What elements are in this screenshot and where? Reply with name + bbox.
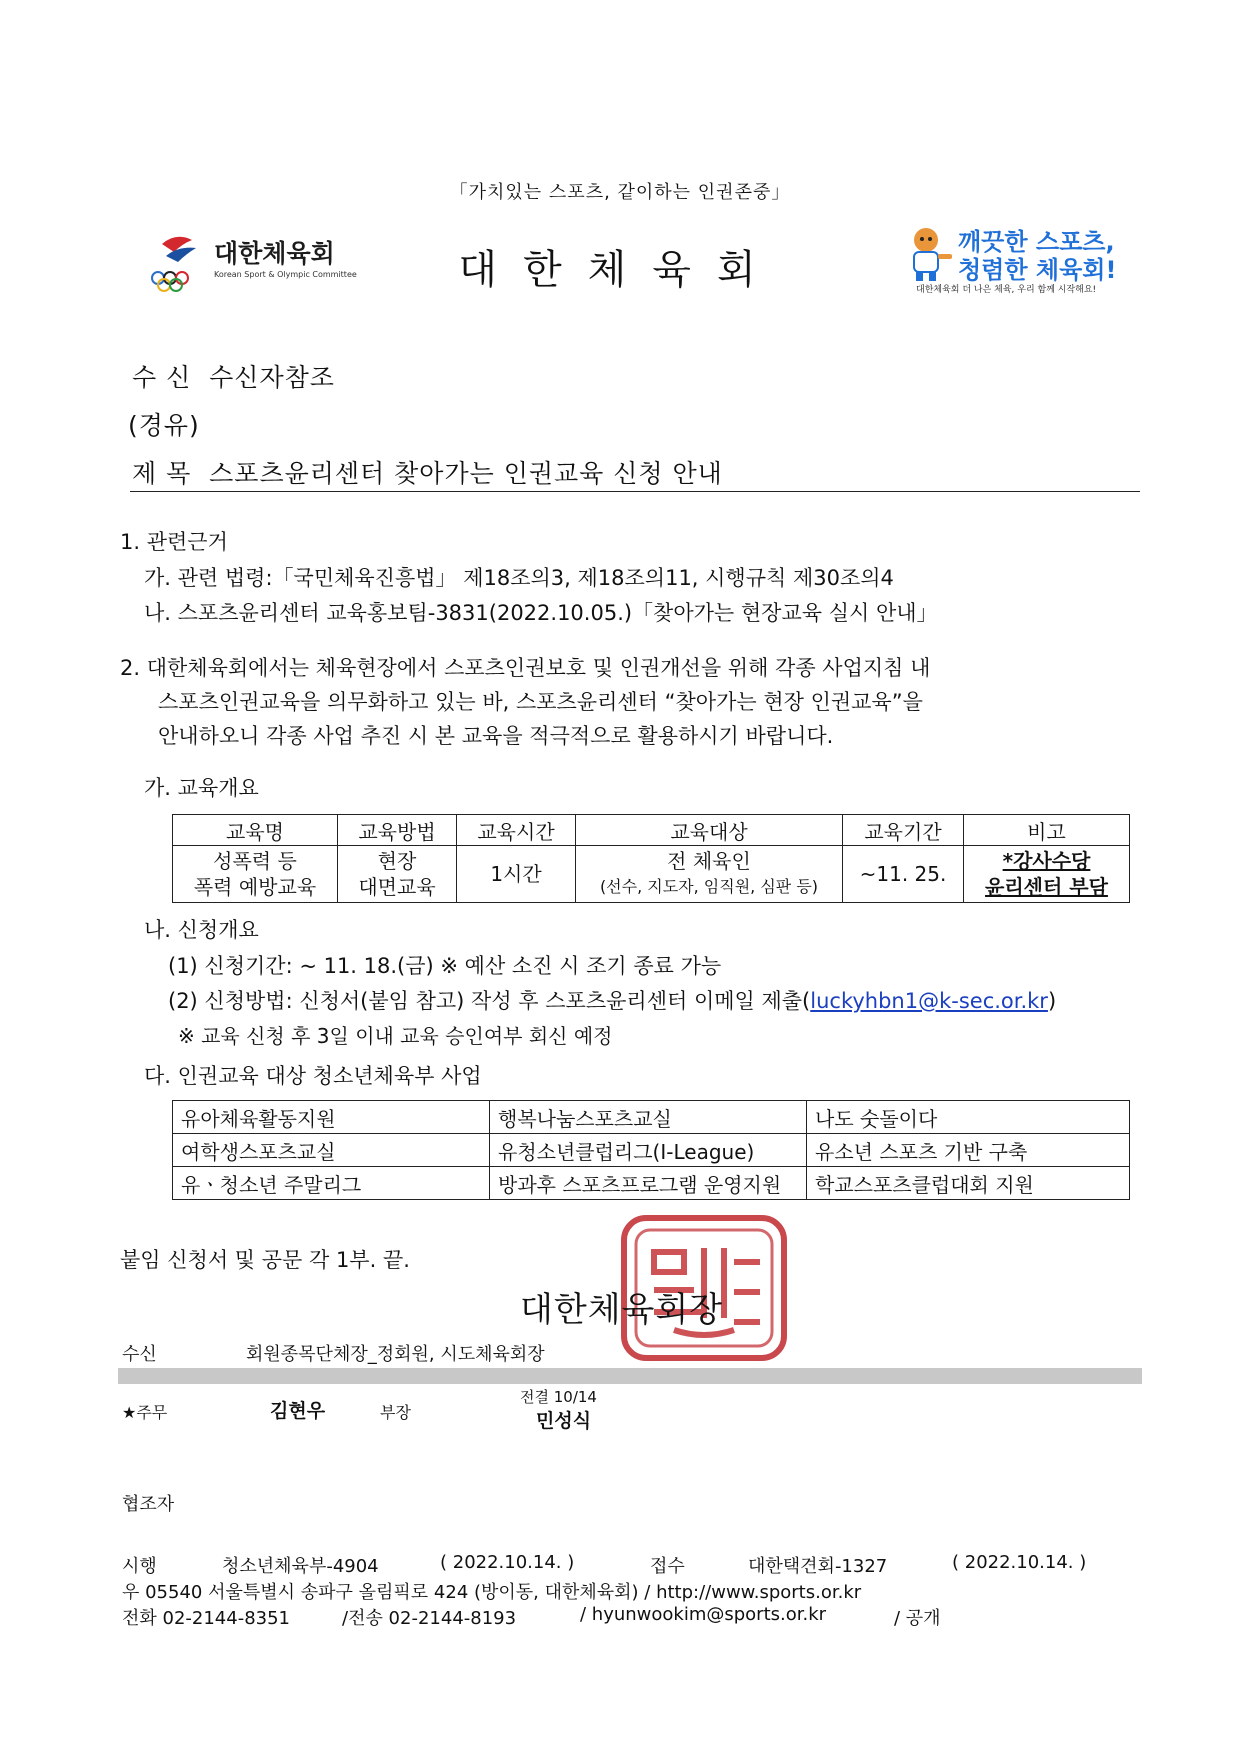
application-period: (1) 신청기간: ~ 11. 18.(금) ※ 예산 소진 시 조기 종료 가능: [168, 954, 722, 978]
mascot-icon: [898, 224, 954, 284]
programs-table: [172, 1100, 1130, 1200]
receipt-label: 접수: [650, 1556, 685, 1577]
approver-role-2: 부장: [380, 1403, 411, 1422]
subject-value: 스포츠윤리센터 찾아가는 인권교육 신청 안내: [209, 459, 723, 488]
recipient-value: 수신자참조: [209, 363, 335, 392]
table-row: [173, 1101, 1130, 1134]
header-divider: [130, 491, 1140, 492]
email-link[interactable]: luckyhbn1@k-sec.or.kr: [810, 989, 1048, 1013]
slogan-line-3: 대한체육회 더 나은 체육, 우리 함께 시작해요!: [916, 285, 1097, 295]
cell-period: ~11. 25.: [843, 846, 964, 903]
section-1-item-a: 가. 관련 법령:「국민체육진흥법」 제18조의3, 제18조의11, 시행규칙 제30조의4: [144, 566, 894, 590]
table-row: [173, 1134, 1130, 1167]
recipient-line: [132, 358, 335, 394]
approver-role-1: ★주무: [122, 1403, 168, 1422]
table-cell: 유ㆍ청소년 주말리그: [173, 1167, 490, 1200]
table-cell: 유소년 스포츠 기반 구축: [807, 1134, 1130, 1167]
clean-sports-logo: [898, 220, 1128, 304]
section-2-line-1: 2. 대한체육회에서는 체육현장에서 스포츠인권보호 및 인권개선을 위해 각종 사업지침 내: [120, 656, 931, 680]
table-cell: 행복나눔스포츠교실: [490, 1101, 807, 1134]
application-note: ※ 교육 신청 후 3일 이내 교육 승인여부 회신 예정: [178, 1024, 613, 1048]
receipt-number: 대한택견회-1327: [748, 1556, 888, 1577]
table-row: [173, 846, 1130, 903]
receivers-label: 수신: [122, 1344, 157, 1365]
logo-name: 대한체육회: [214, 239, 335, 268]
col-header: 교육기간: [843, 815, 964, 846]
cell-line: (선수, 지도자, 임직원, 심판 등): [599, 877, 819, 896]
receivers-value: 회원종목단체장_정회원, 시도체육회장: [246, 1344, 545, 1365]
exec-number: 청소년체육부-4904: [222, 1556, 379, 1577]
cell-line: 성폭력 등: [213, 849, 297, 873]
table-cell: 유아체육활동지원: [173, 1101, 490, 1134]
target-programs-heading: 다. 인권교육 대상 청소년체육부 사업: [144, 1064, 482, 1088]
table-cell: 나도 숫돌이다: [807, 1101, 1130, 1134]
final-approval-label: 전결 10/14: [520, 1388, 597, 1406]
cell-line: 폭력 예방교육: [193, 875, 317, 899]
tel: 전화 02-2144-8351: [122, 1608, 291, 1629]
final-approver-name: 민성식: [536, 1410, 592, 1432]
table-cell: 방과후 스포츠프로그램 운영지원: [490, 1167, 807, 1200]
col-header: 교육시간: [457, 815, 576, 846]
table-cell: 여학생스포츠교실: [173, 1134, 490, 1167]
cell-education-name: [173, 846, 338, 903]
recipient-label: 수 신: [132, 363, 192, 392]
table-cell: 학교스포츠클럽대회 지원: [807, 1167, 1130, 1200]
cell-target: [576, 846, 843, 903]
col-header: 교육명: [173, 815, 338, 846]
slogan-line-2: 청렴한 체육회!: [958, 256, 1117, 284]
approver-name-1: 김현우: [270, 1400, 326, 1422]
contact-email[interactable]: / hyunwookim@sports.or.kr: [580, 1604, 827, 1625]
section-2-line-2: 스포츠인권교육을 의무화하고 있는 바, 스포츠윤리센터 “찾아가는 현장 인권교육”을: [158, 690, 923, 714]
col-header: 비고: [964, 815, 1130, 846]
section-1-heading: 1. 관련근거: [120, 530, 228, 554]
table-header-row: [173, 815, 1130, 846]
slogan-line-1: 깨끗한 스포츠,: [958, 228, 1115, 256]
subject-label: 제 목: [132, 459, 192, 488]
cooperator-label: 협조자: [122, 1494, 175, 1515]
approval-divider: [118, 1368, 1142, 1384]
table-row: [173, 1167, 1130, 1200]
cell-line: 윤리센터 부담: [985, 875, 1108, 899]
address-line: 우 05540 서울특별시 송파구 올림픽로 424 (방이동, 대한체육회) / http://www.sports.or.kr: [122, 1582, 862, 1603]
slogan: 「가치있는 스포츠, 같이하는 인권존중」: [449, 182, 791, 203]
via-line: (경유): [128, 411, 200, 440]
signer-name: 대한체육회장: [520, 1290, 724, 1330]
cell-time: 1시간: [457, 846, 576, 903]
col-header: 교육대상: [576, 815, 843, 846]
education-overview-heading: 가. 교육개요: [144, 776, 259, 800]
application-method: [168, 985, 1056, 1015]
cell-note: [964, 846, 1130, 903]
exec-label: 시행: [122, 1556, 157, 1577]
logo-subtitle: Korean Sport & Olympic Committee: [214, 270, 357, 279]
receipt-date: ( 2022.10.14. ): [952, 1552, 1087, 1573]
subject-line: [132, 454, 723, 490]
cell-line: 현장: [377, 849, 417, 873]
education-overview-table: [172, 814, 1130, 903]
attachment-line: 붙임 신청서 및 공문 각 1부. 끝.: [120, 1248, 410, 1272]
table-cell: 유청소년클럽리그(I-League): [490, 1134, 807, 1167]
paren-close: ): [1047, 989, 1057, 1013]
document-title: 대한체육회: [458, 247, 782, 293]
section-1-item-b: 나. 스포츠윤리센터 교육홍보팀-3831(2022.10.05.)「찾아가는 현장교육 실시 안내」: [144, 601, 938, 625]
section-2-line-3: 안내하오니 각종 사업 추진 시 본 교육을 적극적으로 활용하시기 바랍니다.: [158, 724, 834, 748]
exec-date: ( 2022.10.14. ): [440, 1552, 575, 1573]
cell-line: 대면교육: [358, 875, 436, 899]
cell-line: 전 체육인: [667, 849, 751, 873]
disclosure: / 공개: [894, 1608, 941, 1629]
cell-line: *강사수당: [1002, 849, 1091, 873]
application-overview-heading: 나. 신청개요: [144, 918, 259, 942]
application-method-text: (2) 신청방법: 신청서(붙임 참고) 작성 후 스포츠윤리센터 이메일 제출(: [168, 989, 811, 1013]
fax: /전송 02-2144-8193: [342, 1608, 517, 1629]
cell-method: [338, 846, 457, 903]
col-header: 교육방법: [338, 815, 457, 846]
